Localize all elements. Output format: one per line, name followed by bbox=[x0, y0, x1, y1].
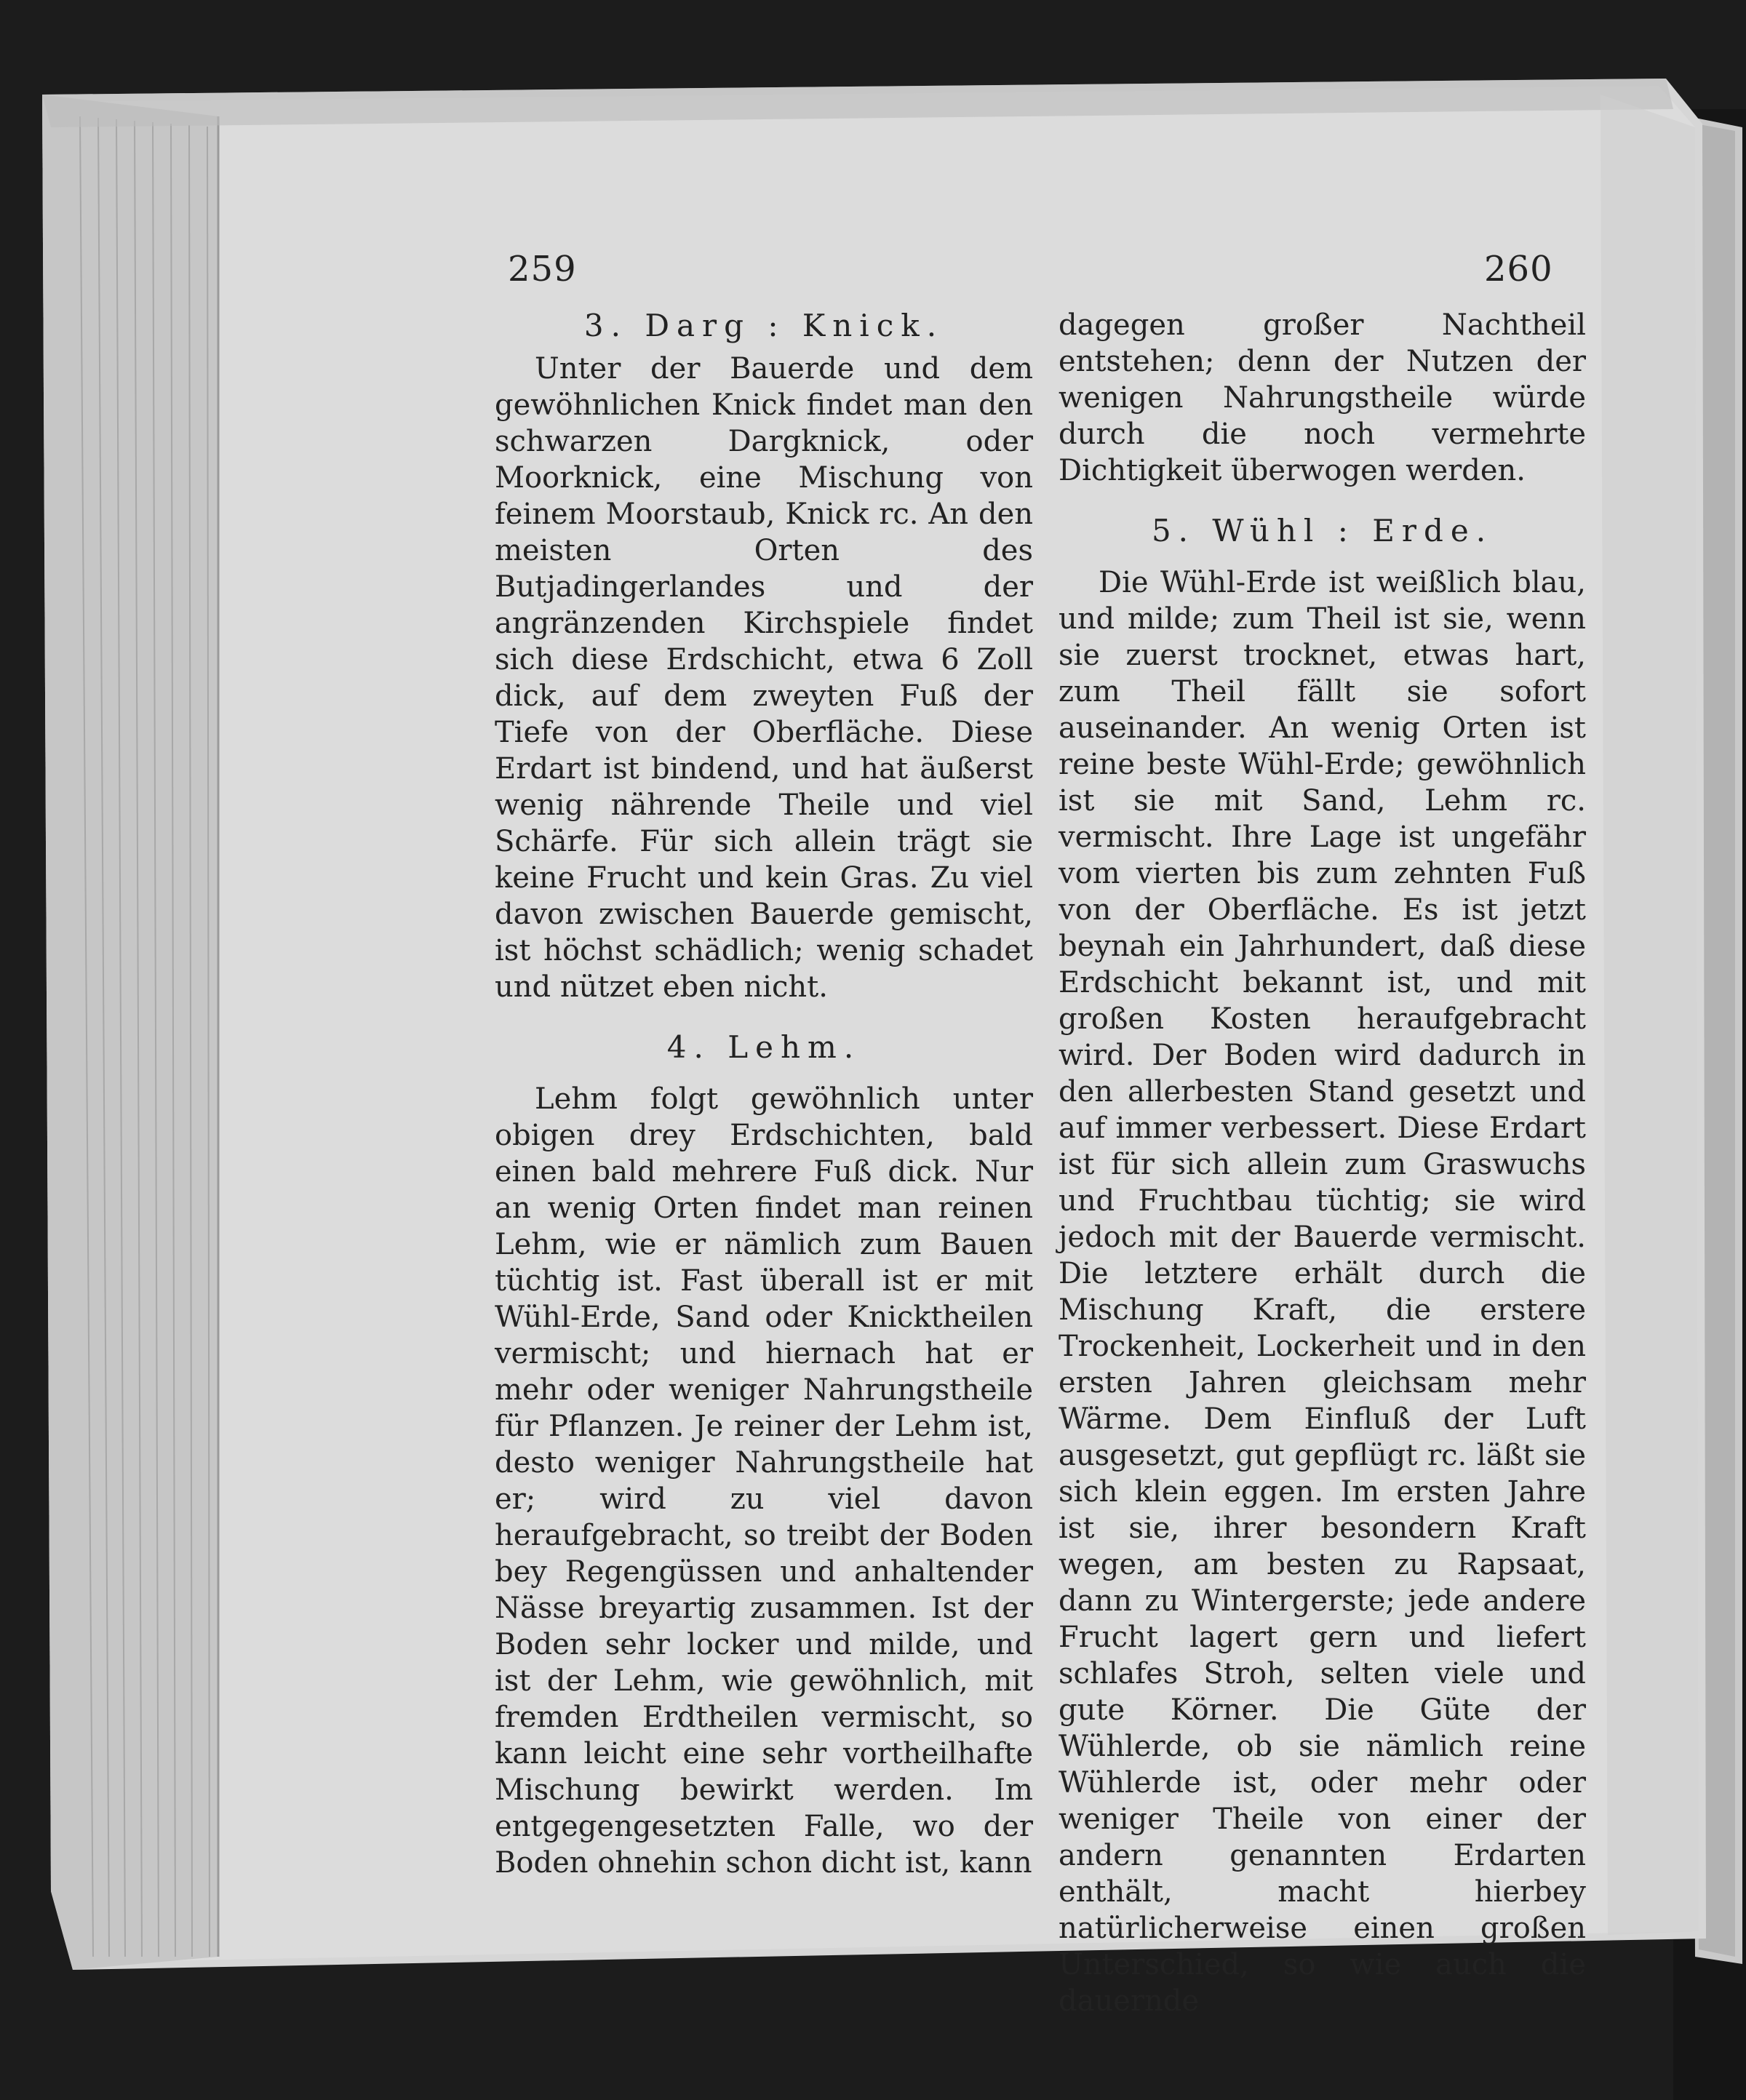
paragraph-wuehl-erde: Die Wühl-Erde ist weißlich blau, und milde; zum Theil ist sie, wenn sie zuerst trocknet, etwas hart, zum Theil fällt sie sofort auseinander. An wenig Orten ist reine beste Wühl-Erde; gewöhnlich ist sie mit Sand, Lehm rc. vermischt. Ihre Lage ist ungefähr vom vierten bis zum zehnten Fuß von der Oberfläche. Es ist jetzt beynah ein Jahrhundert, daß diese Erdschicht bekannt ist, und mit großen Kosten heraufgebracht wird. Der Boden wird dadurch in den allerbesten Stand gesetzt und auf immer verbessert. Diese Erdart ist für sich allein zum Graswuchs und Fruchtbau tüchtig; sie wird jedoch mit der Bauerde vermischt. Die letztere erhält durch die Mischung Kraft, die erstere Trockenheit, Lockerheit und in den ersten Jahren gleichsam mehr Wärme. Dem Einfluß der Luft ausgesetzt, gut gepflügt rc. läßt sie sich klein eggen. Im ersten Jahre ist sie, ihrer besondern Kraft wegen, am besten zu Rapsaat, dann zu Wintergerste; jede andere Frucht lagert gern und liefert schlafes Stroh, selten viele und gute Körner. Die Güte der Wühlerde, ob sie nämlich reine Wühlerde ist, oder mehr oder weniger Theile von einer der andern genannten Erdarten enthält, macht hierbey natürlicherweise einen großen Unterschied, so wie auch die dauernde bbox=[1059, 566, 1586, 2018]
paragraph-continuation: dagegen großer Nachtheil entstehen; denn der Nutzen der wenigen Nahrungstheile würde durch die noch vermehrte Dichtigkeit überwogen werden. bbox=[1059, 308, 1586, 487]
left-column bbox=[495, 306, 1033, 1881]
page-number-right: 260 bbox=[1484, 249, 1553, 290]
paragraph-lehm: Lehm folgt gewöhnlich unter obigen drey Erdschichten, bald einen bald mehrere Fuß dick. Nur an wenig Orten findet man reinen Lehm, wie er nämlich zum Bauen tüchtig ist. Fast überall ist er mit Wühl-Erde, Sand oder Knicktheilen vermischt; und hiernach hat er mehr oder weniger Nahrungstheile für Pflanzen. Je reiner der Lehm ist, desto weniger Nahrungstheile hat er; wird zu viel davon heraufgebracht, so treibt der Boden bey Regengüssen und anhaltender Nässe breyartig zusammen. Ist der Boden sehr locker und milde, und ist der Lehm, wie gewöhnlich, mit fremden Erdtheilen vermischt, so kann leicht eine sehr vortheilhafte Mischung bewirkt werden. Im entgegengesetzten Falle, wo der Boden ohnehin schon dicht ist, kann bbox=[495, 1082, 1033, 1880]
page-number-left: 259 bbox=[508, 249, 577, 290]
section-heading-dargknick: 3. Darg : Knick. bbox=[583, 308, 944, 343]
section-heading-wuehl-erde: 5. Wühl : Erde. bbox=[1151, 513, 1494, 548]
paragraph-dargknick: Unter der Bauerde und dem gewöhnlichen Knick findet man den schwarzen Dargknick, oder Moorknick, eine Mischung von feinem Moorstaub, Knick rc. An den meisten Orten des Butjadingerlandes und der angränzenden Kirchspiele findet sich diese Erdschicht, etwa 6 Zoll dick, auf dem zweyten Fuß der Tiefe von der Oberfläche. Diese Erdart ist bindend, und hat äußerst wenig nährende Theile und viel Schärfe. Für sich allein trägt sie keine Frucht und kein Gras. Zu viel davon zwischen Bauerde gemischt, ist höchst schädlich; wenig schadet und nützet eben nicht. bbox=[495, 352, 1033, 1004]
section-heading-lehm: 4. Lehm. bbox=[666, 1029, 861, 1065]
right-column bbox=[1059, 307, 1586, 2019]
